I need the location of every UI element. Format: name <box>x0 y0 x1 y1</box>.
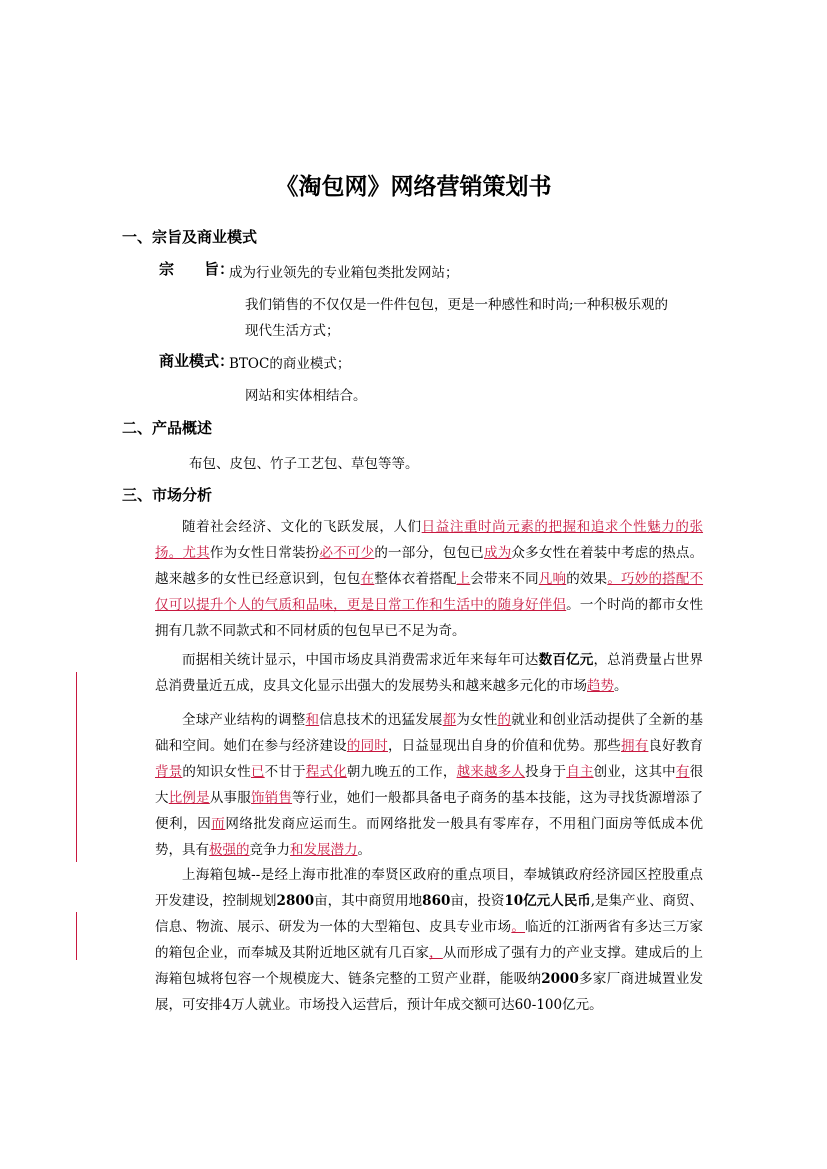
model-line-2: 网站和实体相结合。 <box>245 388 367 404</box>
section2-heading: 二、产品概述 <box>122 419 213 437</box>
market-paragraph-4: 上海箱包城--是经上海市批准的奉贤区政府的重点项目，奉城镇政府经济园区控股重点开发建设，控制规划2800亩，其中商贸用地860亩，投资10亿元人民币,是集产业、商贸、信息、物流、展示、研发为一体的大型箱包、皮具专业市场。临近的江浙两省有多达三万家的箱包企业，而奉城及其附近地区就有几百家，从而形成了强有力的产业支撑。建成后的上海箱包城将包容一个规模庞大、链条完整的工贸产业群，能吸纳2000多家厂商进城置业发展，可安排4万人就业。市场投入运营后，预计年成交额可达60-100亿元。 <box>155 867 704 1013</box>
revision-bar-2 <box>76 709 77 862</box>
document-title: 《淘包网》网络营销策划书 <box>275 174 552 200</box>
market-paragraph-2: 而据相关统计显示，中国市场皮具消费需求近年来每年可达数百亿元，总消费量占世界总消费量近五成，皮具文化显示出强大的发展势头和越来越多元化的市场趋势。 <box>155 652 704 694</box>
products-line: 布包、皮包、竹子工艺包、草包等等。 <box>189 456 419 472</box>
purpose-label: 宗 旨： <box>159 260 235 278</box>
section3-heading: 三、市场分析 <box>122 486 213 504</box>
purpose-line-1: 成为行业领先的专业箱包类批发网站； <box>229 265 459 281</box>
revision-bar-3 <box>76 912 77 960</box>
purpose-line-2: 我们销售的不仅仅是一件件包包，更是一种感性和时尚;一种积极乐观的 <box>245 297 669 313</box>
section1-heading: 一、宗旨及商业模式 <box>122 228 258 246</box>
model-line-1: BTOC的商业模式； <box>229 356 351 372</box>
market-paragraph-3: 全球产业结构的调整和信息技术的迅猛发展都为女性的就业和创业活动提供了全新的基础和空间。她们在参与经济建设的同时，日益显现出自身的价值和优势。那些拥有良好教育背景的知识女性已不甘于程式化朝九晚五的工作，越来越多人投身于自主创业，这其中有很大比例是从事服饰销售等行业，她们一般都具备电子商务的基本技能，这为寻找货源增添了便利，因而网络批发商应运而生。而网络批发一般具有零库存，不用租门面房等低成本优势，具有极强的竞争力和发展潜力。 <box>155 712 704 858</box>
model-label: 商业模式： <box>159 352 235 370</box>
purpose-line-3: 现代生活方式； <box>245 323 340 339</box>
market-paragraph-1: 随着社会经济、文化的飞跃发展，人们日益注重时尚元素的把握和追求个性魅力的张扬。尤其作为女性日常装扮必不可少的一部分，包包已成为众多女性在着装中考虑的热点。越来越多的女性已经意识到，包包在整体衣着搭配上会带来不同凡响的效果。巧妙的搭配不仅可以提升个人的气质和品味，更是日常工作和生活中的随身好伴侣。一个时尚的都市女性拥有几款不同款式和不同材质的包包早已不足为奇。 <box>155 519 704 639</box>
